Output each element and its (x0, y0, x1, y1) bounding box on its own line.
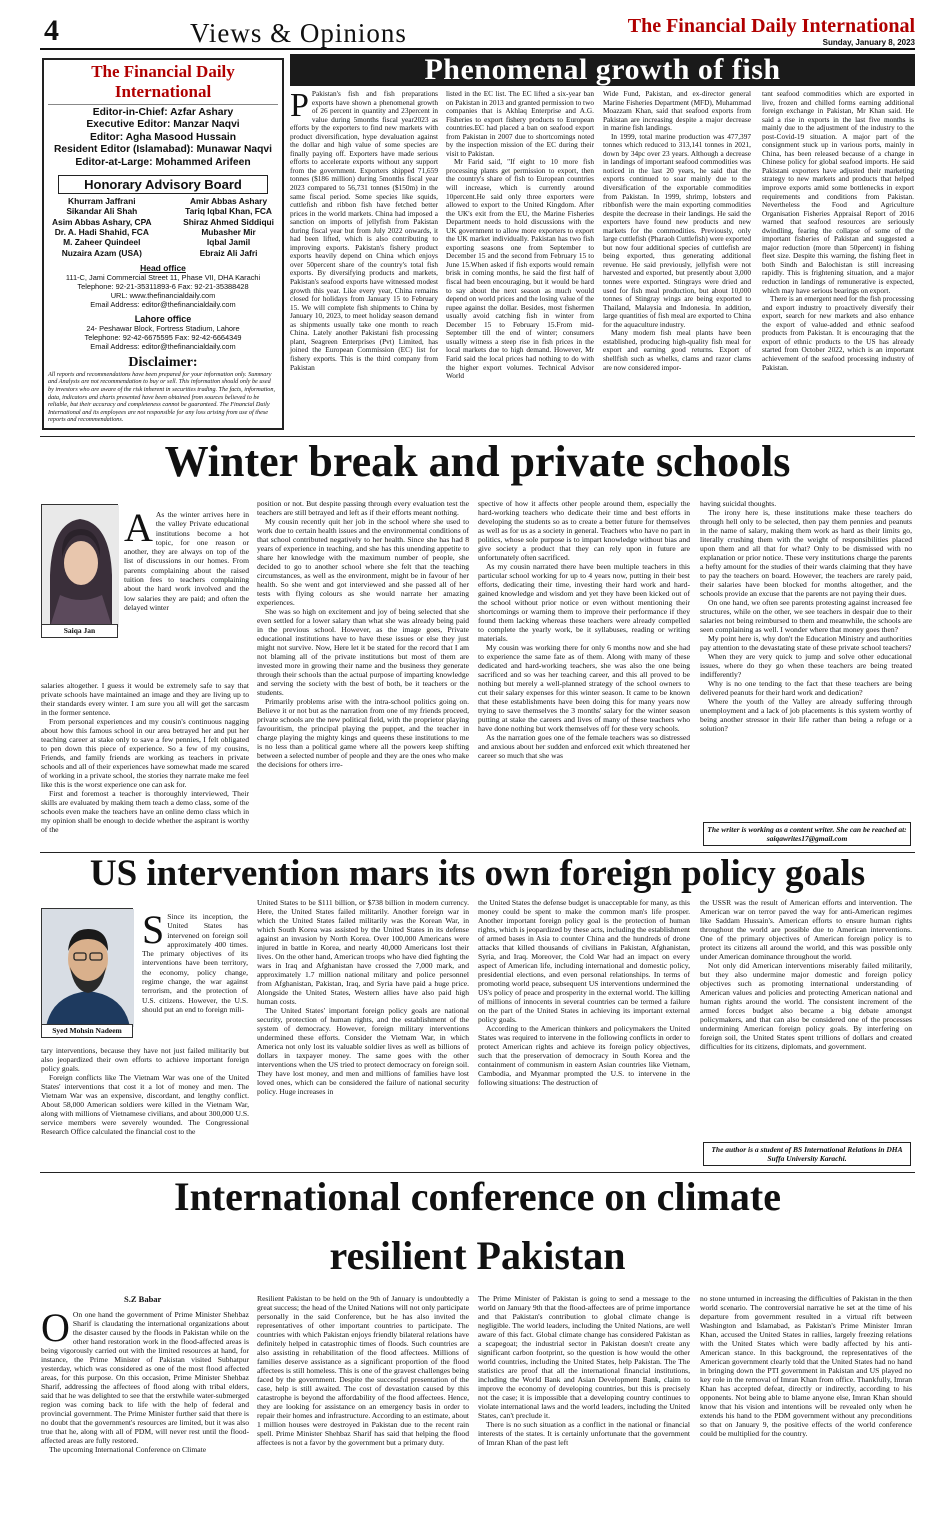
climate-col-3 (478, 1294, 690, 1510)
us-intro (142, 907, 248, 1047)
lahore-office-address (48, 324, 278, 351)
author-photo-saiqa (41, 504, 118, 626)
paragraph: tant seafood commodities which are exported in live, frozen and chilled forms earning additional foreign exchange in Pakistan, Mr Khan said. He said a rise in exports in the last five months is mainly due to the adjustment of the industry to the post-Covid-19 situation. A major part of the consignment stuck up in various ports, mainly in China, has been released because of a change in Chinese policy for global seafood imports. He said Pakistani exporters have adjusted their marketing strategy to new markets and products that helped improve exports amid some bottlenecks in export requirements and conditions from Pakistan. Nevertheless the Food and Agriculture Organisation Fisheries Appraisal Report of 2016 warned that seafood resources are seriously dwindling, fearing the collapse of some of the important fisheries of Pakistan and suggested a major reduction (more than 50percent) in fishing fleet size. Despite this warning, the fishing fleet in both Sindh and Balochistan is still increasing rapidly. This is frightening situation, and a major reduction in landings of remunerative is expected, which may have serious bearings on export. (762, 89, 914, 295)
climate-headline-line-2: resilient Pakistan (329, 1233, 626, 1278)
board-member: M. Zaheer Quindeel (63, 237, 141, 248)
page-number: 4 (44, 14, 59, 47)
editor-line: Editor: Agha Masood Hussain (89, 131, 237, 143)
board-member: Iqbal Jamil (206, 237, 251, 248)
paragraph: From personal experiences and my cousin's continuous nagging about how this famous school in our area betrayed her and put her teaching career at stake only to save a few pennies, I felt obligated to pen down this piece of experience. So a few of my cousins, Friends, and family friends are working as teachers in private schools and all of their experiences have somewhat made me scared of working in a private school, the stories they narrate make me feel like this is the worst experience one can ask for. (41, 717, 249, 789)
advisory-board (48, 196, 278, 258)
winter-headline: Winter break and private schools (164, 437, 791, 486)
board-member: Shiraz Ahmed Siddiqui (183, 216, 274, 227)
disclaimer-text: All reports and recommendations have been prepared for your information only. Summary and Analysis are not recommendation to buy or sell. This information should only be used by investors who are aware of the risk inherent in securities trading. The facts, information, data, indicators and charts presented have been obtained from sources believed to be reliable, but their accuracy and completeness cannot be guaranteed. The Financial Daily International and its employees are not responsible for any loss arising from use of these reports and recommendations. (48, 370, 276, 424)
paragraph: O On one hand the government of Prime Minister Shehbaz Sharif is claudating the international organizations about the disaster caused by the floods in Pakistan while on the other hand restoration work in the flood-affected areas is being vigorously carried out with the limited resources at hand, for instance, the Prime Minister of Pakistan visited Subhatpur yesterday, which was considered as one of the most flood affected areas, for this purpose. On this occasion, Prime Minister Shehbaz Sharif, addressing the affectees of flood along with tribal elders, said that he was delighted to see that the erstwhile water-submerged region was coming back to life with the help of federal and provincial government. The Prime Minister further said that there is no doubt that the government's resources are limited, but it was also true that he, along with all of PDM, will never rest until the flood-affected areas are fully restored. (41, 1305, 249, 1445)
head-office-address (48, 273, 278, 309)
us-col-3 (478, 898, 690, 1168)
climate-col-1 (41, 1305, 249, 1510)
editor-line: Resident Editor (Islamabad): Munawar Naqvi (54, 144, 272, 156)
header-rule (40, 48, 915, 50)
paragraph: Mr Farid said, "If eight to 10 more fish processing plants get permission to export, then the country's share of fish to European countries will increase, which is currently around 10percent.He said only three exporters were allowed to export to the United Kingdom. After the UK's exit from the EU, the Marine Fisheries Department needs to hold discussions with the UK government to allow more exporters to export the UK market individually. Pakistan has two fish exporting seasons one from September to December 15 and the second from February 15 to June 15.When asked if fish exports would remain brisk in coming months, he said the first half of fiscal had been encouraging, but it would be hard to say about the next season as much would depend on world prices and the losing value of the rupee against the dollar. Besides, most fishermen usually avoid catching fish in winter from December 15 to February 15.From mid-September till the end of winter; consumers usually witness a steep rise in fish prices in the local markets due to high demand. However, Mr Farid said the local prices had nothing to do with the higher export volumes. Technical Advisor World (446, 157, 594, 381)
office-line: 24- Peshawar Block, Fortress Stadium, Lahore (86, 323, 240, 333)
paragraph: Resilient Pakistan to be held on the 9th of January is undoubtedly a great success; the head of the United Nations will not only participate personally in the said Conference, but he has also invited the representatives of other important countries to participate. The countries with which Pakistan enjoys friendly bilateral relations have definitely helped in catastrophic times of floods. Such countries are also assisting in rehabilitation of the flood affectees. Millions of families deserve assistance as a significant proportion of the flood affectees is still homeless. This is one of the gravest challenges being faced by the government. Despite the successful presentation of the case, help is still awaited. The cost of devastation caused by this catastrophe is beyond the affordability of the flood affectees. Hence, they are looking for assistance on an emergency basis in order to repair their homes and infrastructure. According to an estimate, about 1 million houses were destroyed in Pakistan due to the recent rain spell. Prime Minister Shehbaz Sharif has said that helping the flood affectees is not a favor by the government but a primary duty. (257, 1294, 469, 1447)
board-member: Ebraiz Ali Jafri (199, 247, 258, 258)
paragraph: S Since its inception, the United States has intervened on foreign soil approximately 400 times. The primary objectives of its interventions have been territory, the economy, policy change, regime change, the war against terrorism, and the protection of U.S. citizens. However, the U.S. should put an end to foreign mili- (142, 907, 248, 1014)
office-line: Email Address: editor@thefinancialdaily.com (90, 341, 236, 351)
fish-col-3 (603, 90, 751, 430)
board-member: Dr. A. Hadi Shahid, FCA (54, 226, 149, 237)
climate-col-2 (257, 1294, 469, 1510)
winter-col-3 (478, 499, 690, 809)
head-office-title: Head office (140, 262, 186, 273)
editor-line: Executive Editor: Manzar Naqvi (86, 119, 240, 131)
paragraph: The upcoming International Conference on Climate (49, 1445, 207, 1454)
paragraph: She was so high on excitement and joy of being selected that she even settled for a lower salary than what she was already being paid in the previous school. However, as the image goes, Private educational institutions have to have these issues or else they just might not survive. Now, Here let it be stated for the record that I am not blaming all of the private institutions but most of them are invested more in growing their name and the business they generate through their schools than the actual purpose of imparting knowledge and serving the society with the best of both, be it teachers or the students. (257, 607, 469, 697)
paragraph: Wide Fund, Pakistan, and ex-director general Marine Fisheries Department (MFD), Muhammad Moazzam Khan, said that seafood exports from Pakistan are increasing despite a major decrease in marine fish landings. (603, 89, 751, 133)
author-photo-mohsin (41, 908, 133, 1026)
paragraph: Where the youth of the Valley are already suffering through unemployment and a lack of job placements is this system worthy of being another stressor in their life rather than being a refuge or a solution? (700, 697, 912, 733)
paragraph: having suicidal thoughts. (700, 499, 777, 508)
office-line: Telephone: 92-21-35311893-6 Fax: 92-21-35388428 (77, 281, 249, 291)
winter-col-2 (257, 499, 469, 809)
paragraph: listed in the EC list. The EC lifted a six-year ban on Pakistan in 2013 and granted permission to two companies that is Akhlaq Enterprise and A.G. Fisheries to export fishery products to European countries.EC had placed a ban on seafood export from Pakistan in 2007 due to shortcomings noted by the inspection mission of the EC during their visit to Pakistan. (446, 89, 594, 158)
board-member: Asim Abbas Ashary, CPA (52, 216, 152, 227)
section-divider (40, 1172, 915, 1173)
paragraph: There is an emergent need for the fish processing and export industry to proactively diversify their export, search for new markets and also enhance the export of value-added and ethnic seafood products from Pakistan. It is encouraging that the export of ethnic products to the US has already started from October 2022, which is an important achievement of the seafood processing industry of Pakistan. (762, 294, 914, 372)
advisory-board-title: Honorary Advisory Board (58, 175, 268, 194)
climate-headline-line-1: International conference on climate (174, 1174, 781, 1219)
paragraph: salaries altogether. I guess it would be extremely safe to say that private schools have maintained an image and they are living up to their standards every winter. I am sure you all will get the sarcasm in the former sentence. (41, 681, 249, 717)
fish-col-2 (446, 90, 594, 430)
paragraph: There is no such situation as a conflict in the national or financial interests of the states. It is certainly unfortunate that the government of Imran Khan of the past left (478, 1420, 690, 1447)
office-line: Telephone: 92-42-6675595 Fax: 92-42-6664349 (84, 332, 242, 342)
fish-headline: Phenomenal growth of fish (290, 54, 915, 86)
board-member: Mubasher Mir (201, 226, 256, 237)
us-col-4 (700, 898, 912, 1138)
paragraph: On one hand, we often see parents protesting against increased fee structures, while on the other, we see teachers in despair due to their salaries not being reimbursed to them and meanwhile, the schools are seen complaining as well. I wonder where that money goes then? (700, 598, 912, 634)
paragraph: The irony here is, these institutions make these teachers do through hell only to be selected, then pay them pennies and peanuts in the name of salary, making them work as hard as their limits go, literally crushing them with the weight of responsibilities placed upon them and all that for what? Only to be dismissed with no explanation or prior notice. These very institutions charge the parents a hefty amount for the studies of their wards claiming that they have to pay the teachers on board. However, the teachers are rarely paid, their salaries have been blocked for months altogether, and the schools provide an excuse that the parents are not paying their dues. (700, 508, 912, 598)
board-member: Tariq Iqbal Khan, FCA (185, 206, 272, 217)
author-portrait-icon (42, 909, 134, 1027)
author-caption-saiqa: Saiqa Jan (41, 624, 118, 638)
board-left (52, 196, 152, 258)
office-line: Email Address: editor@thefinancialdaily.com (90, 299, 236, 309)
editor-line: Editor-in-Chief: Azfar Ashary (92, 107, 234, 118)
board-member: Nuzaira Azam (USA) (61, 247, 142, 258)
climate-byline: S.Z Babar (124, 1294, 162, 1304)
paper-name: The Financial Daily International (627, 15, 915, 37)
board-member: Khurram Jaffrani (68, 196, 136, 207)
winter-intro (124, 505, 249, 685)
paragraph: Why is no one tending to the fact that these teachers are being delivered peanuts for their hard work and dedication? (700, 679, 912, 697)
lahore-office-title: Lahore office (134, 313, 192, 324)
paragraph: First and foremost a teacher is thoroughly interviewed, Their skills are evaluated by making them teach a demo class, some of the schools even make the teachers have an online demo class which in my opinion shall be enough to decide whether the aspirant is worthy of the (41, 789, 249, 834)
author-caption-mohsin: Syed Mohsin Nadeem (41, 1024, 133, 1038)
paragraph: tary interventions, because they have not just failed militarily but also jeopardized their own efforts to achieve important foreign policy goals. (41, 1046, 249, 1073)
paragraph: no stone unturned in increasing the difficulties of Pakistan in the then world scenario. The controversial narrative he set at the time of his departure from government resulted in a virtual rift between Washington and Islamabad, as Pakistan's Prime Minister Imran Khan, accused the United States in rallies, largely freezing relations with the United States which were badly affected by his anti-American stance. In this background, the representatives of the American government clearly told that the United States had no hand in bringing down the PTI government in Pakistan and US played no key role in the removal of Imran Khan from office. Thankfully, Imran Khan has accepted defeat, directly or indirectly, according to his opponents. Not being able to blame anyone else, Imran Khan should know that his vision and intentions will be revealed only when he extends his hand to the PDM government without any preconditions so that on January 9, the positive effects of the world conference could be multiplied for the country. (700, 1294, 912, 1438)
fish-col-4 (762, 90, 914, 430)
author-portrait-icon (42, 505, 119, 627)
paragraph: The Prime Minister of Pakistan is going to send a message to the world on January 9th that the flood-affectees are of prime importance and that Pakistan's contribution to global climate change is negligible. The world leaders, including the United Nations, are well aware of this fact. Global climate change has considered Pakistan as a scapegoat; the industrial sector in Pakistan doesn't create any significant carbon footprint, so the question is how would the other world countries, including the United States, help Pakistan. The The statistics are proof that all the international financial institutions, including the World Bank and Asian Development Bank, claim to improve the economy of developing countries, but this is precisely not the case; it is impossible that a developing country continues to violate international laws and the world leaders, including the United States, can't preclude it. (478, 1294, 690, 1420)
board-right (183, 196, 274, 258)
issue-date: Sunday, January 8, 2023 (822, 38, 915, 47)
office-line: URL: www.thefinancialdaily.com (110, 290, 216, 300)
paragraph: According to the American thinkers and policymakers the United States was required to intervene in the following conflicts in order to protect American rights and achieve its foreign policy objectives, such that the preservation of democracy in South Korea and the containment of communism in eastern Asian countries like Vietnam, Cambodia, and Myanmar prompted the U.S. to intervene in the following situations: The destruction of (478, 1024, 690, 1087)
paragraph: Foreign conflicts like The Vietnam War was one of the United States' interventions that cost it a lot of money and men. The Vietnam War was an expensive, discordant, and lengthy conflict. About 58,000 American soldiers were killed in the Vietnam War, along with millions of Vietnamese civilians, and about 300,000 U.S. service members were severely wounded. The Congressional Research Office calculated the financial cost to the (41, 1073, 249, 1136)
fish-col-1 (290, 87, 438, 430)
board-member: Sikandar Ali Shah (66, 206, 138, 217)
board-member: Amir Abbas Ashary (190, 196, 268, 207)
section-title: Views & Opinions (190, 18, 407, 48)
office-line: 111-C, Jami Commercial Street 11, Phase VII, DHA Karachi (65, 272, 261, 282)
masthead-title: The Financial Daily International (48, 62, 278, 105)
paragraph: position or not. But despite passing through every evaluation test the teachers are still betrayed and left as if their efforts meant nothing. (257, 499, 469, 517)
climate-col-4 (700, 1294, 912, 1510)
winter-col-1 (41, 681, 249, 834)
paragraph: My cousin was working there for only 6 months now and she had to experience the same fate as of them. Along with many of these dedicated and hard-working teachers, she was also the one being sacrificed and so was her teaching career, and this all proved to be nothing but merely a well-planned strategy of the school owners to cut their salary expenses for this winter season. It came to be known that these establishments have been doing this for many years now trying to save themselves the 3 months' salary for the winter season putting at stake the careers and lives of many of these teachers who have done nothing but work themselves off for these very schools. (478, 643, 690, 733)
paragraph: When they are very quick to jump and solve other educational issues, where do they go when these teachers are being treated indifferently? (700, 652, 912, 679)
paragraph: My point here is, why don't the Education Ministry and authorities pay attention to the devastating state of these private school teachers? (700, 634, 912, 652)
editor-list (48, 107, 278, 169)
paragraph: Not only did American interventions miserably failed militarily, but they also undermine major domestic and foreign policy objectives such as promoting international understanding of American values and policies and protecting American national and human rights around the world. The consistent increment of the armed forces budget also became a big debate amongst policymakers, and that can also be considered one of the processes undermining American foreign policy goals. By interfering on foreign soil, the United States spent trillions of dollars and created difficulties for its citizens, diplomats, and government. (700, 961, 912, 1051)
paragraph: As the narration goes one of the female teachers was so distressed and anxious about her sudden and enforced exit which threatened her career so much that she was (478, 733, 690, 760)
masthead-box (42, 58, 284, 430)
winter-author-note: The writer is working as a content writer. She can be reached at: saiqawrites17@gmail.com (703, 822, 911, 846)
paragraph: P Pakistan's fish and fish preparations exports have shown a phenomenal growth of 26 percent in quantity and 23percent in value during 5months fiscal year2023 as efforts by the exporters to find new markets with product diversification, hype devaluation against the dollar and high value of some species are finally paying off. Exporters have made serious efforts to accelerate exports without any support from the government. Exporters shipped 71,659 tonnes ($186 million) during 5months fiscal year 2023 compared to 56,731 tonnes ($150m) in the same fiscal period. Some species like squids, cuttlefish and ribbon fish have fetched better prices in the world markets. China had imposed a sanction on imports of jellyfish from Pakistan during fiscal year but from July 2022 onwards, it had been lifted, which is also contributing to improving exports. Pakistan's fishery product exports heavily depend on China which enjoys over 50percent share of the country's total fish exports. By diversifying products and markets, Pakistan's seafood exports have witnessed modest growth this year. Like every year, China remains closed for holidays from January 15 to February 15. We will complete fish shipments to China by January 10, 2023, to meet holiday season demand as shipments usually take one month to reach China. Lately another Pakistani fish processing plant, Seagreen Enterprises (Pvt) Limited, has joined the European Commission (EC) list for fishery exports. This is the third company from Pakistan (290, 87, 438, 372)
winter-col-4 (700, 499, 912, 817)
paragraph: The United States' important foreign policy goals are national security, protection of human rights, and the establishment of the system of democracy. However, foreign military interventions undermined these efforts. Consider the Vietnam War, in which America not only lost its valuable soldier lives as well as billions of dollars in taxpayer money. The same goes with the other interventions when the US tried to protect democracy on foreign soil. They have lost money, and men and millions of families have lost loved ones, which can be considered the failure of national security policy. Huge increases in (257, 1006, 469, 1096)
paragraph: spective of how it affects other people around them, especially the hard-working teachers who dedicate their time and best efforts in developing the students so as to create a better future for themselves as well as for us as a society in general. Teachers who have no part in politics, whose sole purpose is to impart knowledge without bias and give society a product that they can rely upon in future are unfortunately often sacrificed. (478, 499, 690, 562)
us-col-1 (41, 1046, 249, 1166)
us-headline: US intervention mars its own foreign policy goals (89, 853, 866, 894)
paragraph: My cousin recently quit her job in the school where she used to work due to certain health issues and the environmental conditions of that school contributed negatively to her health. Since she has had 8 years of experience in teaching, and she has this unending appetite to share her knowledge with the maximum number of people, she decided to go to another school where she felt that the teaching circumstances, as well as the environment, might be in favour of her health. So she went and got interviewed and she passed all of her tests with flying colours as she would narrate her amazing experiences. (257, 517, 469, 607)
disclaimer-title: Disclaimer: (128, 354, 198, 370)
paragraph: A As the winter arrives here in the valley Private educational institutions become a hot topic, for one reason or another, they are always on top of the list of discussions in our homes. From parents complaining about the raised tuition fees to teachers complaining about the hard work involved and the low salaries they are paid; and often the delayed winter (124, 505, 249, 612)
paragraph: Primarily problems arise with the intra-school politics going on. Believe it or not but as the narration from one of my friends proceed, private schools are the new political field, with the proprietor playing favouritism, the principal playing the puppet, and the teacher in charge playing the mighty kings and queens these institutions to me is no less than a political game where all the powers keep shifting between a selected number of people and they are the ones who make the decisions for others irre- (257, 697, 469, 769)
paragraph: the USSR was the result of American efforts and intervention. The American war on terror paved the way for anti-American regimes like Saddam Hussain's. American efforts to ensure human rights throughout the world are possible due to American interventions. One of the primary objectives of American foreign policy is to protect its citizens all around the world, and this was possible only under American dominance throughout the world. (700, 898, 912, 961)
paragraph: United States to be $111 billion, or $738 billion in modern currency. Here, the United States failed militarily. Another foreign war in which the United States failed militarily was the Korean War, in which South Korea was assisted by the United States in its defense against an invasion by North Korea. Over 100,000 Americans were injured in battle in Korea, and nearly 40,000 Americans lost their lives. On the other hand, American troops who have died fighting the wars in Iraq and Afghanistan have crossed the 7,000 mark, and approximately 1.7 million national military and police personnel from Afghanistan, Pakistan, Iraq, and Syria have paid a huge price. Alongside the United States, Western allies have also paid high human costs. (257, 898, 469, 1006)
us-col-2 (257, 898, 469, 1168)
paragraph: Many modern fish meal plants have been established, producing high-quality fish meal for export and earning good returns. Export of shellfish such as whelks, clams and razor clams are now considered impor- (603, 328, 751, 372)
editor-line: Editor-at-Large: Mohammed Arifeen (75, 156, 251, 168)
paragraph: As my cousin narrated there have been multiple teachers in this particular school working for up to 4 years now, putting in their best efforts, dedicating their time, investing their hard work and hard-gained knowledge and wisdom and yet they have been kicked out of the school without prior notice or even without mentioning their shortcomings or warning them to improve their performance if they found them lacking whereas these teachers were already compelled to complete the yearly work, be it syllabuses, reading or writing materials. (478, 562, 690, 643)
paragraph: In 1999, total marine production was 477,397 tonnes which reduced to 313,141 tonnes in 2021, down by 34pc over 23 years. Although a decrease in landings of important seafood commodities was noticed in the last 20 years, he said that the exports continued to soar mainly due to the diversification of the exportable commodities from Pakistan. In 1999, shrimp, lobsters and ribbonfish were the main exporting commodities despite the decrease in their landings. He said the exporters have found new products and new markets for the commodities. Previously, only large cuttlefish (Pharaoh Cuttlefish) were exported but now four additional species of cuttlefish are being exported, thus generating additional revenue. He said previously, jellyfish were not harvested and exported, but presently about 3,000 tonnes were exported. Stingrays were dried and used for fish meal production, but about 10,000 tonnes of Stingray wings are being exported to Thailand, Malaysia and Indonesia. In addition, large quantities of fish meal are exported to China for the aquaculture industry. (603, 131, 751, 329)
us-author-note: The author is a student of BS International Relations in DHA Suffa University Karachi. (703, 1142, 911, 1166)
paragraph: the United States the defense budget is unacceptable for many, as this money could be spent to make the common man's life prosper. Another important foreign policy goal is the protection of human rights, which is jeopardized by these acts, including the establishment of armed bases in Asia to counter China and the hundreds of drone attacks that killed thousands of civilians in Pakistan, Afghanistan, Syria, and Iraq. Moreover, the Cold War had an impact on every aspect of American life, including international and domestic policy, presidential elections, and even personal relationships. In terms of promoting world peace, subsequent US interventions undermined the US's policy of peace and prosperity in the external world. The killing of millions of innocents in several countries can be termed a failure on the part of the United States in achieving its important external policy goals. (478, 898, 690, 1024)
